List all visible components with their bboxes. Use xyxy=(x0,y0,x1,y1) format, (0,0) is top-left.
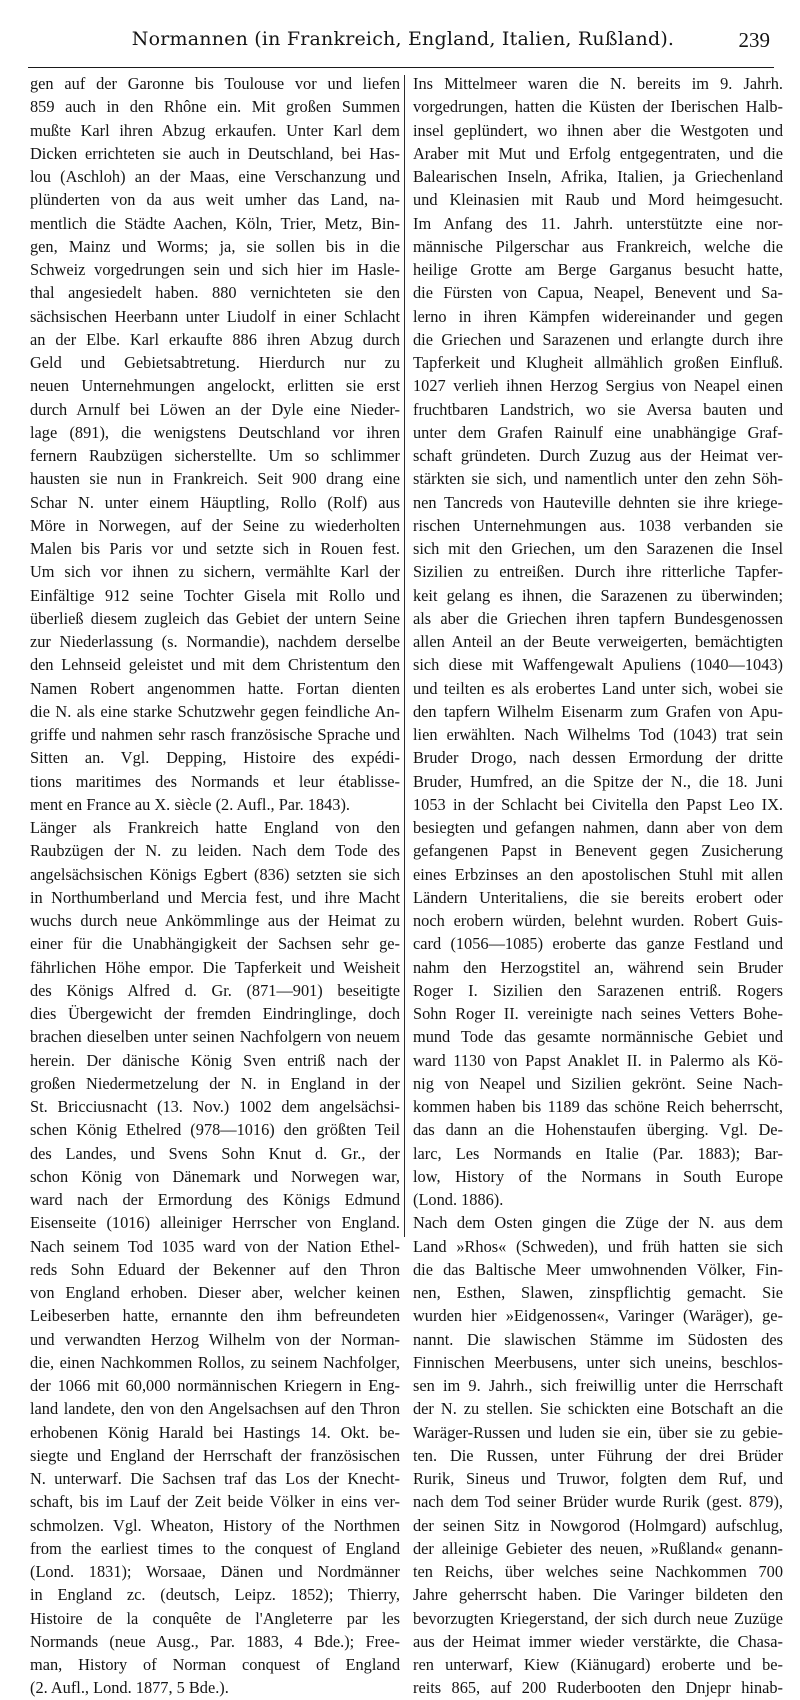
text-line: Nach seinem Tod 1035 ward von der Nation Ethel- xyxy=(30,1236,400,1256)
text-line: dies Übergewicht der fremden Eindringlinge, doch xyxy=(30,1004,400,1023)
text-line: (Lond. 1886). xyxy=(413,1190,504,1209)
text-line: Leibeserben hatte, ernannte den ihm befreundeten xyxy=(30,1306,400,1326)
text-line: schaft, bis im Lauf der Zeit beide Völker in eins ver- xyxy=(30,1492,400,1512)
text-line: brachen dieselben unter seinen Nachfolgern von neuem xyxy=(30,1027,400,1047)
text-line: tions maritimes des Normands et leur établisse- xyxy=(30,771,400,791)
text-line: die, einen Nachkommen Rollos, zu seinem Nachfolger, xyxy=(30,1352,400,1372)
text-line: nahm den Herzogstitel an, während sein Bruder xyxy=(413,957,783,977)
text-line: wurden hier »Eidgenossen«, Varinger (Waräger), ge- xyxy=(413,1306,783,1326)
text-line: des Königs Alfred d. Gr. (871—901) beseitigte xyxy=(30,980,400,1000)
text-line: Ins Mittelmeer waren die N. bereits im 9. Jahrh. xyxy=(413,74,783,93)
text-line: Möre in Norwegen, auf der Seine zu wiederholten xyxy=(30,515,400,535)
text-line: des Landes, und Svens Sohn Knut d. Gr., der xyxy=(30,1143,400,1163)
text-line: der 1066 mit 60,000 normännischen Kriegern in Eng- xyxy=(30,1376,400,1395)
text-line: besiegten und gefangen nahmen, dann aber von dem xyxy=(413,818,783,837)
text-line: sen im 9. Jahrh., sich freiwillig unter die Herrschaft xyxy=(413,1376,783,1395)
text-line: (Lond. 1831); Worsaae, Dänen und Nordmänner xyxy=(30,1562,400,1581)
text-line: from the earliest times to the conquest of England xyxy=(30,1538,400,1558)
text-line: mund Tode das gesamte normännische Gebiet und xyxy=(413,1027,783,1047)
text-line: lerno in ihren Kämpfen widereinander und gegen xyxy=(413,306,783,326)
text-line: nannt. Die slawischen Stämme im Südosten des xyxy=(413,1329,783,1349)
text-line: Finnischen Meerbusens, unter sich uneins, beschlos- xyxy=(413,1352,783,1372)
text-line: thal angesiedelt haben. 880 vernichteten sie den xyxy=(30,283,400,303)
text-line: gen, Mainz und Worms; ja, sie sollen bis in die xyxy=(30,236,400,256)
text-line: fernern Raubzügen sicherstellte. Um so schlimmer xyxy=(30,446,400,465)
text-line: das dann an die Hohenstaufen überging. Vgl. De- xyxy=(413,1120,783,1140)
text-line: mußte Karl ihren Abzug erkaufen. Unter Karl dem xyxy=(30,120,400,140)
text-line: reits 865, auf 200 Ruderbooten den Dnjepr hinab- xyxy=(413,1678,783,1698)
text-line: insel geplündert, wo ihnen aber die Westgoten und xyxy=(413,120,783,140)
page-number: 239 xyxy=(738,28,770,52)
text-line: Sitten an. Vgl. Depping, Histoire des expédi- xyxy=(30,748,400,768)
text-line: griffe und nahmen sehr rasch französische Sprache und xyxy=(30,725,400,744)
text-line: kommen haben bis 1189 das schöne Reich beherrscht, xyxy=(413,1097,783,1116)
text-line: angelsächsischen Königs Egbert (836) setzten sie sich xyxy=(30,864,400,884)
text-line: wuchs durch neue Ankömmlinge aus der Heimat zu xyxy=(30,911,400,930)
text-line: land landete, den von den Angelsachsen auf den Thron xyxy=(30,1399,400,1419)
text-line: und teilten es als erobertes Land unter sich, wobei sie xyxy=(413,678,783,698)
text-line: fährlichen Höhe empor. Die Tapferkeit und Weisheit xyxy=(30,957,400,977)
text-line: ward nach der Ermordung des Königs Edmund xyxy=(30,1190,400,1209)
text-line: und Kleinasien mit Raub und Mord heimgesucht. xyxy=(413,190,783,210)
text-line: mentlich die Städte Aachen, Köln, Trier, Metz, Bin- xyxy=(30,213,400,233)
text-line: Bruder, Humfred, an die Spitze der N., die 18. Juni xyxy=(413,771,783,791)
text-line: N. unterwarf. Die Sachsen traf das Los der Knecht- xyxy=(30,1469,400,1488)
column-divider xyxy=(404,75,405,1237)
text-line: noch erobern würden, belehnt wurden. Robert Guis- xyxy=(413,911,783,930)
right-column xyxy=(413,72,783,1700)
text-line: Rurik, Sineus und Truwor, folgten dem Ruf, und xyxy=(413,1469,783,1488)
text-line: aus der Heimat immer wieder verstärkte, die Chasa- xyxy=(413,1631,783,1651)
text-line: sächsischen Heerbann unter Liudolf in einer Schlacht xyxy=(30,306,400,326)
text-line: sich mit den Griechen, um den Sarazenen die Insel xyxy=(413,539,783,558)
text-line: als aber die Griechen ihren tapfern Bundesgenossen xyxy=(413,608,783,628)
left-column xyxy=(30,72,400,1700)
text-line: schaft gründeten. Durch Zuzug aus der Heimat ver- xyxy=(413,446,783,465)
text-line: Einfältige 912 seine Tochter Gisela mit Rollo und xyxy=(30,585,400,605)
text-line: Dicken errichteten sie auch in Deutschland, bei Has- xyxy=(30,143,400,163)
text-line: Im Anfang des 11. Jahrh. unterstützte eine nor- xyxy=(413,213,783,233)
text-line: schen König Ethelred (978—1016) den größten Teil xyxy=(30,1120,400,1140)
text-line: Nach dem Osten gingen die Züge der N. aus dem xyxy=(413,1213,783,1233)
text-line: keit gelang es ihnen, die Sarazenen zu überwinden; xyxy=(413,585,783,605)
text-line: stärkten sie sich, und namentlich unter den zehn Söh- xyxy=(413,469,783,489)
text-line: larc, Les Normands en Italie (Par. 1883); Bar- xyxy=(413,1143,783,1163)
text-line: Ländern Unteritaliens, die sie bereits erobert oder xyxy=(413,887,783,907)
text-line: sich diese mit Waffengewalt Apuliens (1040—1043) xyxy=(413,655,783,675)
page-header xyxy=(36,28,770,60)
text-line: durch Arnulf bei Löwen an der Dyle eine Nieder- xyxy=(30,399,400,419)
header-rule xyxy=(28,67,774,68)
text-line: männische Pilgerschar aus Frankreich, welche die xyxy=(413,236,783,256)
running-title: Normannen (in Frankreich, England, Italien, Rußland). xyxy=(131,28,675,50)
text-line: großen Niedermetzelung der N. in England in der xyxy=(30,1073,400,1093)
text-line: in England zc. (deutsch, Leipz. 1852); Thierry, xyxy=(30,1585,400,1605)
text-line: Schar N. unter einem Häuptling, Rollo (Rolf) aus xyxy=(30,492,400,512)
text-line: die N. als eine starke Schutzwehr gegen feindliche An- xyxy=(30,701,400,721)
text-line: Sizilien zu entreißen. Durch ihre ritterliche Tapfer- xyxy=(413,562,783,582)
text-line: fruchtbaren Landstrich, wo sie Aversa bauten und xyxy=(413,399,783,419)
text-line: ren unterwarf, Kiew (Kiänugard) eroberte und be- xyxy=(413,1655,783,1674)
text-line: nig von Neapel und Sizilien gekrönt. Seine Nach- xyxy=(413,1073,783,1093)
text-line: schmolzen. Vgl. Wheaton, History of the Northmen xyxy=(30,1515,400,1535)
text-line: heilige Grotte am Berge Garganus besucht hatte, xyxy=(413,260,783,279)
text-line: allen Anteil an der Beute verweigerten, bemächtigten xyxy=(413,632,783,651)
text-line: Land »Rhos« (Schweden), und früh hatten sie sich xyxy=(413,1236,783,1256)
text-line: rischen Unternehmungen aus. 1038 verbanden sie xyxy=(413,515,783,535)
text-line: hausten sie nun in Frankreich. Seit 900 drang eine xyxy=(30,469,400,489)
text-line: Schweiz vorgedrungen sein und sich hier im Hasle- xyxy=(30,260,400,279)
text-line: Bruder Drogo, nach dessen Ermordung der dritte xyxy=(413,748,783,768)
text-line: St. Bricciusnacht (13. Nov.) 1002 dem angelsächsi- xyxy=(30,1097,400,1116)
text-line: nen, Esthen, Slawen, zinspflichtig gemacht. Sie xyxy=(413,1283,783,1302)
text-line: ment en France au X. siècle (2. Aufl., Par. 1843). xyxy=(30,794,350,814)
text-line: ten Reichs, über welches seine Nachkommen 700 xyxy=(413,1562,783,1581)
text-line: Waräger-Russen und luden sie ein, über sie zu gebie- xyxy=(413,1422,783,1442)
text-line: der seinen Sitz in Nowgorod (Holmgard) aufschlug, xyxy=(413,1515,783,1535)
text-line: an der Elbe. Karl erkaufte 886 ihren Abzug durch xyxy=(30,329,400,349)
text-line: den tapfern Wilhelm Eisenarm zum Grafen von Apu- xyxy=(413,701,783,721)
text-line: Raubzügen der N. zu leiden. Nach dem Tode des xyxy=(30,841,400,861)
text-line: plünderten von da aus weit umher das Land, na- xyxy=(30,190,400,210)
text-line: (2. Aufl., Lond. 1877, 5 Bde.). xyxy=(30,1678,229,1698)
text-line: ten. Die Russen, unter Führung der drei Brüder xyxy=(413,1445,783,1465)
text-line: lou (Aschloh) an der Maas, eine Verschanzung und xyxy=(30,167,400,186)
text-line: lien erwählten. Nach Wilhelms Tod (1043) trat sein xyxy=(413,725,783,744)
text-line: die das Baltische Meer umwohnenden Völker, Fin- xyxy=(413,1259,783,1279)
text-line: low, History of the Normans in South Europe xyxy=(413,1166,783,1186)
text-line: Histoire de la conquête de l'Angleterre par les xyxy=(30,1608,400,1628)
text-line: der alleinige Gebieter des neuen, »Rußland« genann- xyxy=(413,1538,783,1558)
text-line: eines Erbzinses an den apostolischen Stuhl mit allen xyxy=(413,864,783,884)
text-line: der N. zu stellen. Sie schickten eine Botschaft an die xyxy=(413,1399,783,1419)
text-line: reds Sohn Eduard der Bekenner auf den Thron xyxy=(30,1259,400,1279)
text-line: Araber mit Mut und Erfolg entgegentraten, und die xyxy=(413,143,783,163)
text-line: herein. Der dänische König Sven entriß nach der xyxy=(30,1050,400,1070)
text-line: Tapferkeit und Klugheit allmählich großen Einfluß. xyxy=(413,353,783,372)
text-line: einer für die Unabhängigkeit der Sachsen sehr ge- xyxy=(30,934,400,954)
text-line: die Griechen und Sarazenen und erlangte durch ihre xyxy=(413,329,783,349)
text-line: Jahre geherrscht haben. Die Varinger bildeten den xyxy=(413,1585,783,1605)
text-line: Eisenseite (1016) alleiniger Herrscher von England. xyxy=(30,1213,400,1233)
text-line: den Lehnseid geleistet und mit dem Christentum den xyxy=(30,655,400,675)
text-line: card (1056—1085) eroberte das ganze Festland und xyxy=(413,934,783,954)
text-line: gefangenen Papst in Benevent gegen Zusicherung xyxy=(413,841,783,861)
text-line: Balearischen Inseln, Afrika, Italien, ja Griechenland xyxy=(413,167,783,186)
text-line: von England erhoben. Dieser aber, welcher keinen xyxy=(30,1283,400,1302)
text-line: in Northumberland und Mercia fest, und ihre Macht xyxy=(30,887,400,907)
text-line: nen Tancreds von Hauteville dehnten sie ihre kriege- xyxy=(413,492,783,512)
text-line: schon König von Dänemark und Norwegen war, xyxy=(30,1166,400,1186)
text-line: Geld und Gebietsabtretung. Hierdurch nur zu xyxy=(30,353,400,372)
text-line: man, History of Norman conquest of England xyxy=(30,1655,400,1674)
text-line: erhobenen König Harald bei Hastings 14. Okt. be- xyxy=(30,1422,400,1442)
text-line: siegte und England der Herrschaft der französischen xyxy=(30,1445,400,1465)
text-line: vorgedrungen, hatten die Küsten der Iberischen Halb- xyxy=(413,97,783,117)
text-line: Sohn Roger II. vereinigte nach seines Vetters Bohe- xyxy=(413,1004,783,1023)
text-line: Länger als Frankreich hatte England von den xyxy=(30,818,400,837)
text-line: Namen Robert angenommen hatte. Fortan dienten xyxy=(30,678,400,698)
text-line: Malen bis Paris vor und setzte sich in Rouen fest. xyxy=(30,539,400,558)
text-line: überließ diesem zugleich das Gebiet der untern Seine xyxy=(30,608,400,628)
text-line: unter dem Grafen Rainulf eine unabhängige Graf- xyxy=(413,422,783,442)
text-line: 859 auch in den Rhône ein. Mit großen Summen xyxy=(30,97,400,117)
text-line: nach dem Tod seiner Brüder wurde Rurik (gest. 879), xyxy=(413,1492,783,1512)
text-line: ward 1130 von Papst Anaklet II. in Palermo als Kö- xyxy=(413,1050,783,1070)
text-line: gen auf der Garonne bis Toulouse vor und liefen xyxy=(30,74,400,93)
text-line: Normands (neue Ausg., Par. 1883, 4 Bde.); Free- xyxy=(30,1631,400,1651)
text-line: neuen Unternehmungen angelockt, erlitten sie erst xyxy=(30,376,400,396)
text-line: zur Niederlassung (s. Normandie), nachdem derselbe xyxy=(30,632,400,651)
text-line: und verwandten Herzog Wilhelm von der Norman- xyxy=(30,1329,400,1349)
text-line: lage (891), die wenigstens Deutschland vor ihren xyxy=(30,422,400,442)
text-line: Um sich vor ihnen zu sichern, vermählte Karl der xyxy=(30,562,400,582)
text-line: die Fürsten von Capua, Neapel, Benevent und Sa- xyxy=(413,283,783,303)
text-line: 1053 in der Schlacht bei Civitella den Papst Leo IX. xyxy=(413,794,783,814)
text-line: Roger I. Sizilien den Sarazenen entriß. Rogers xyxy=(413,980,783,1000)
text-line: 1027 verlieh ihnen Herzog Sergius von Neapel einen xyxy=(413,376,783,396)
text-line: bevorzugten Kriegerstand, der sich durch neue Zuzüge xyxy=(413,1608,783,1628)
